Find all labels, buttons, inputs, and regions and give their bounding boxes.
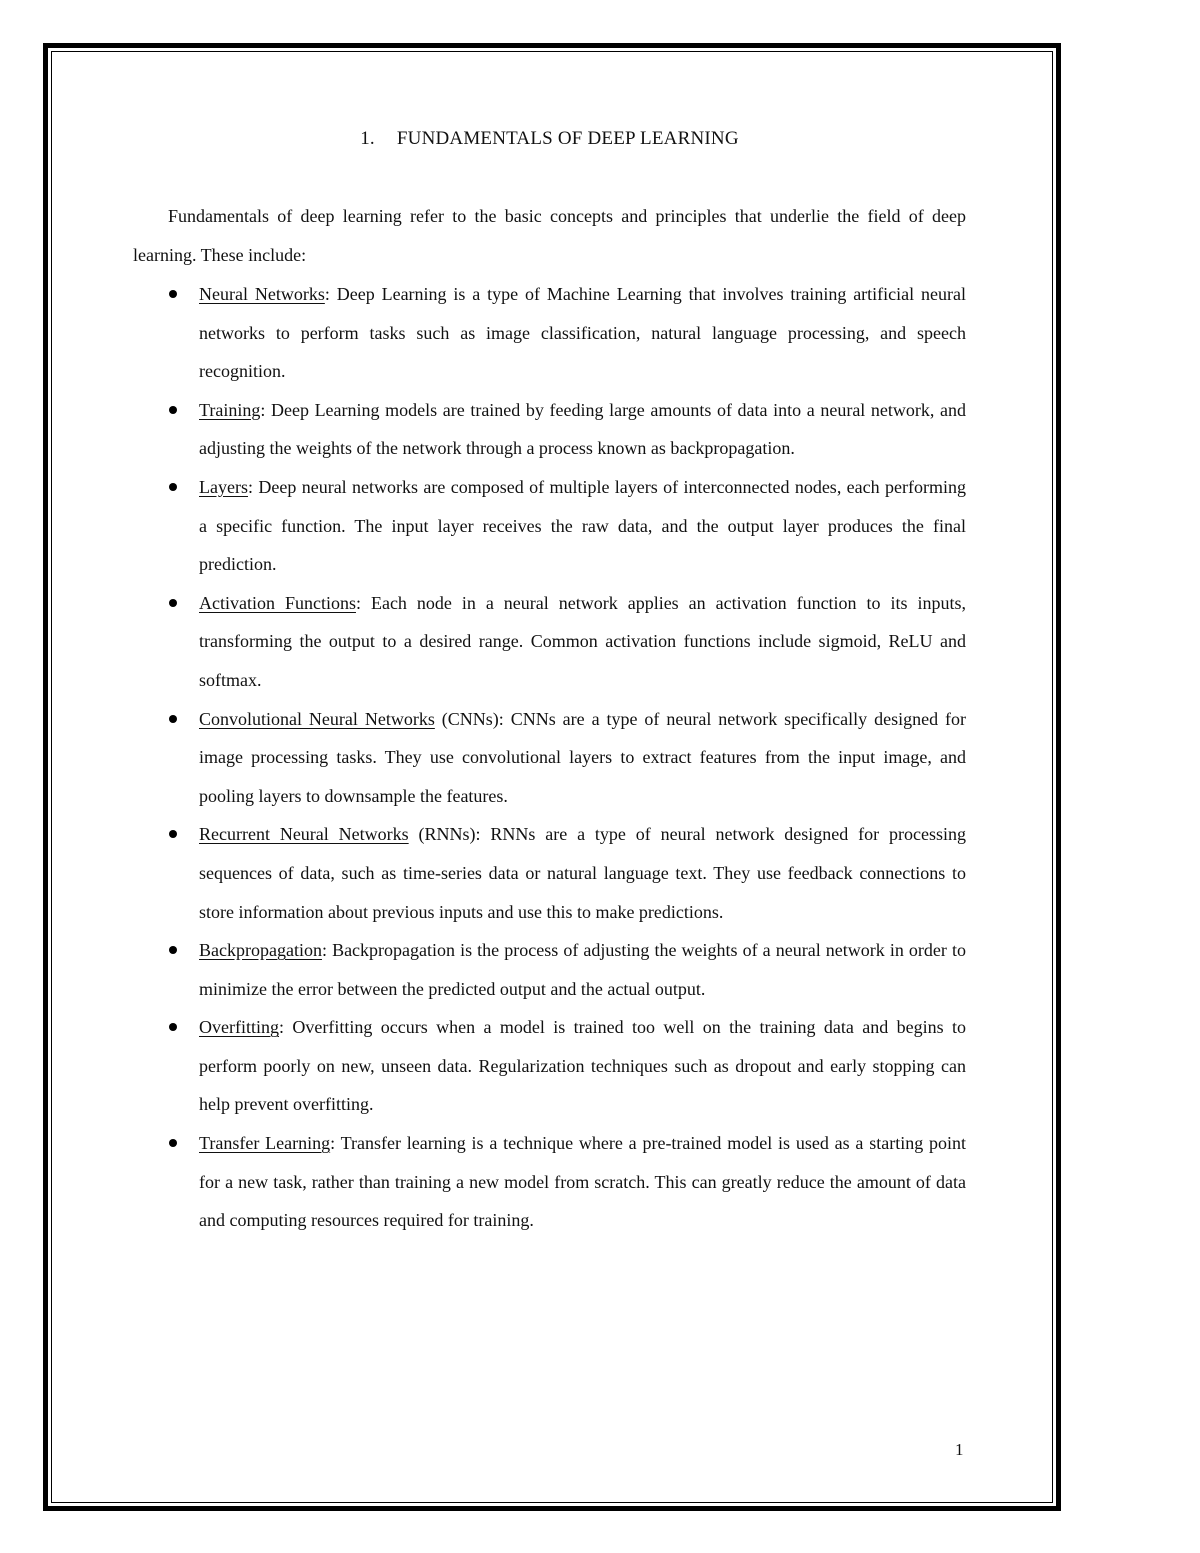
list-item-text: Backpropagation is the process of adjusting the weights of a neural network in order to minimize the error between the predicted output and the actual output. xyxy=(199,940,966,999)
list-item-term: Activation Functions xyxy=(199,592,356,613)
list-item xyxy=(133,584,966,700)
list-item-term: Overfitting xyxy=(199,1017,279,1038)
list-item-text: Each node in a neural network applies an activation function to its inputs, transforming the output to a desired range. Common activation functions include sigmoid, ReLU and softmax. xyxy=(199,592,966,690)
list-item-text: Overfitting occurs when a model is trained too well on the training data and begins to perform poorly on new, unseen data. Regularization techniques such as dropout and early stopping can help prevent overfitting. xyxy=(199,1017,966,1115)
list-item-suffix: : xyxy=(355,592,361,613)
list-item-term: Layers xyxy=(199,476,248,497)
list-item-term: Training xyxy=(199,399,261,420)
bullet-icon xyxy=(169,1023,177,1031)
bullet-icon xyxy=(169,946,177,954)
list-item-term: Neural Networks xyxy=(199,284,325,304)
list-item-suffix: (CNNs): xyxy=(434,708,504,729)
list-item-text: Deep neural networks are composed of multiple layers of interconnected nodes, each performing a specific function. The input layer receives the raw data, and the output layer produces the final prediction. xyxy=(199,476,966,575)
page-content xyxy=(133,128,966,1240)
list-item-suffix: : xyxy=(260,399,266,420)
bullet-icon xyxy=(169,830,177,838)
list-item xyxy=(133,700,966,816)
list-item xyxy=(133,391,966,468)
list-item-text: Transfer learning is a technique where a pre-trained model is used as a starting point for a new task, rather than training a new model from scratch. This can greatly reduce the amount of data and computing resources required for training. xyxy=(199,1133,967,1231)
section-number: 1. xyxy=(360,128,375,149)
list-item-suffix: : xyxy=(330,1133,336,1154)
bullet-icon xyxy=(169,1139,177,1147)
bullet-icon xyxy=(169,290,177,298)
list-item-text: RNNs are a type of neural network designed for processing sequences of data, such as time-series data or natural language text. They use feedback connections to store information about previous inputs and use this to make predictions. xyxy=(199,824,966,922)
list-item-suffix: : xyxy=(324,284,330,304)
list-item-suffix: : xyxy=(278,1017,284,1038)
bullet-icon xyxy=(169,406,177,414)
list-item-text: Deep Learning models are trained by feeding large amounts of data into a neural network, and adjusting the weights of the network through a process known as backpropagation. xyxy=(199,399,966,459)
list-item-term: Recurrent Neural Networks xyxy=(199,824,409,845)
list-item xyxy=(133,468,966,584)
list-item xyxy=(133,931,966,1008)
list-item xyxy=(133,1124,966,1240)
list-item-suffix: (RNNs): xyxy=(408,824,481,845)
list-item-term: Backpropagation xyxy=(199,940,322,961)
list-item-text: Deep Learning is a type of Machine Learning that involves training artificial neural networks to perform tasks such as image classification, natural language processing, and speech recognition. xyxy=(199,284,966,382)
intro-paragraph: Fundamentals of deep learning refer to the basic concepts and principles that underlie the field of deep learning. These include: xyxy=(133,206,966,265)
list-item-text: CNNs are a type of neural network specifically designed for image processing tasks. They use convolutional layers to extract features from the input image, and pooling layers to downsample the features. xyxy=(199,708,966,806)
bullet-icon xyxy=(169,715,177,723)
section-title: FUNDAMENTALS OF DEEP LEARNING xyxy=(396,128,739,149)
list-item xyxy=(133,815,966,931)
list-item xyxy=(133,275,966,391)
list-item-suffix: : xyxy=(321,940,327,961)
list-item-term: Convolutional Neural Networks xyxy=(199,708,435,729)
concept-list xyxy=(133,275,966,1240)
list-item-term: Transfer Learning xyxy=(199,1133,331,1154)
list-item-suffix: : xyxy=(247,476,253,497)
section-heading xyxy=(133,128,966,150)
list-item xyxy=(133,1008,966,1124)
bullet-icon xyxy=(169,483,177,491)
bullet-icon xyxy=(169,599,177,607)
page-number: 1 xyxy=(955,1440,964,1459)
